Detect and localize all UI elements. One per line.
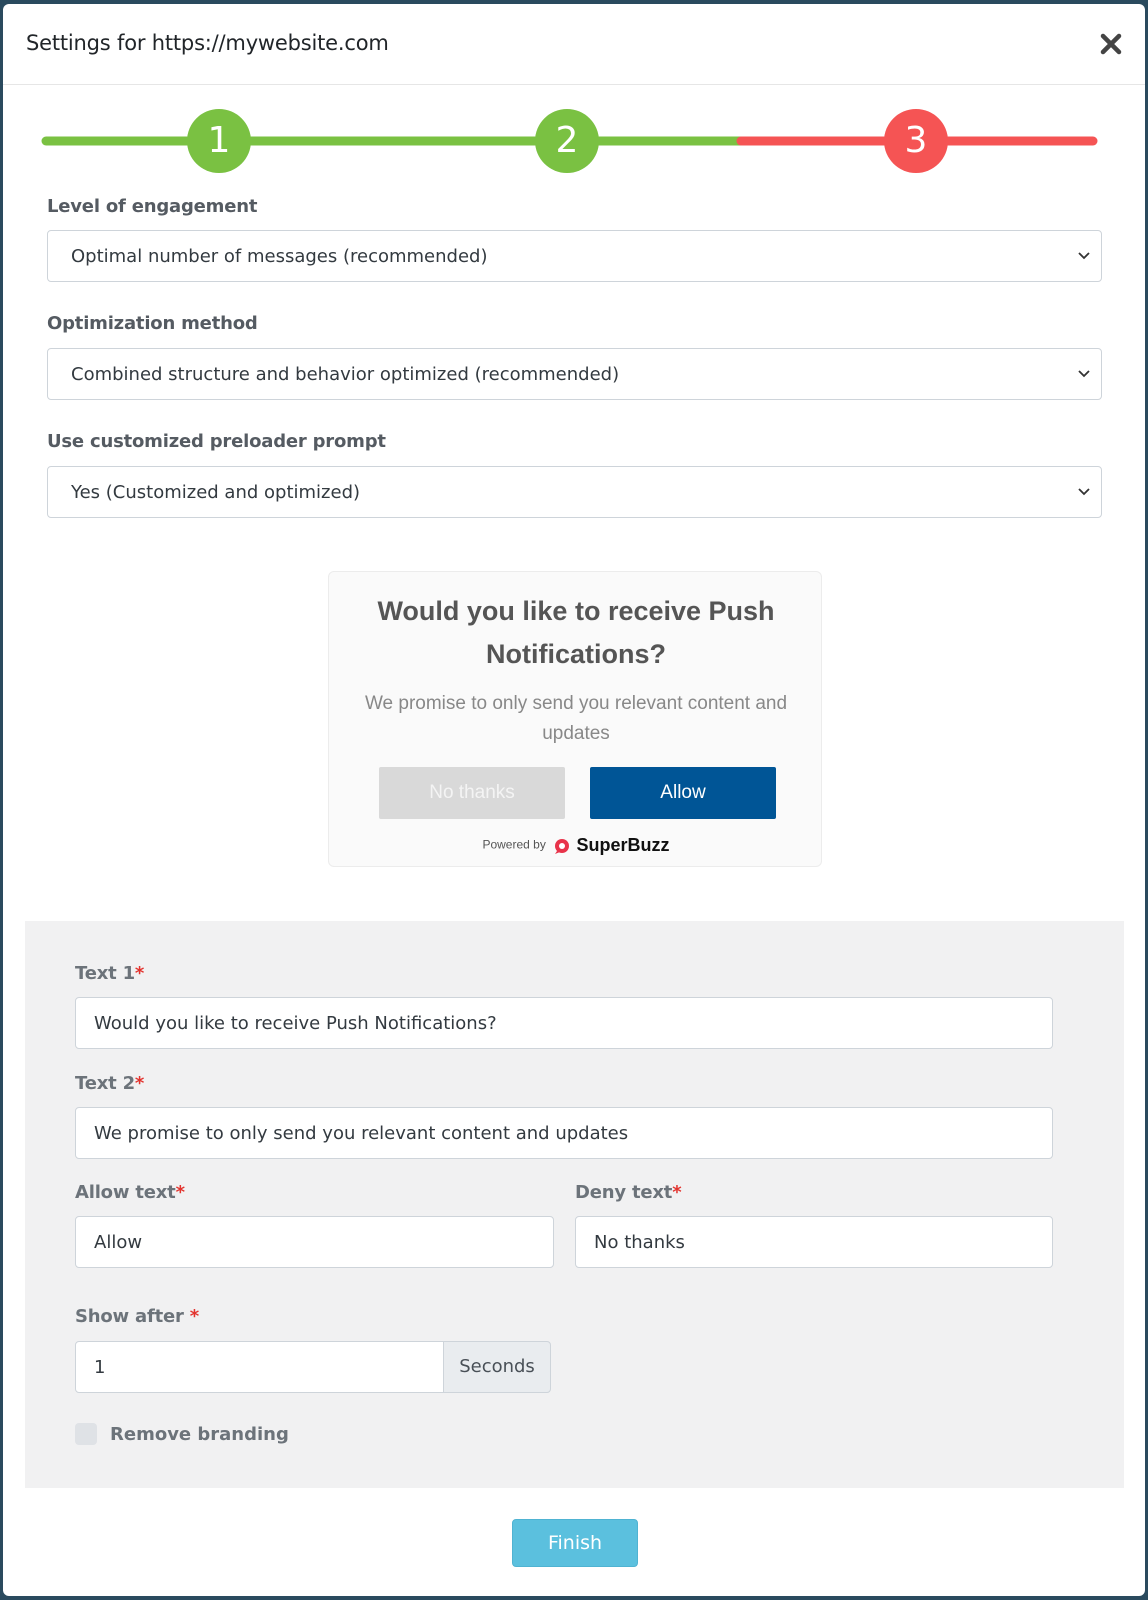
step-1-label[interactable]: 1 — [207, 120, 231, 161]
engagement-select[interactable] — [47, 230, 1102, 282]
step-3-label[interactable]: 3 — [904, 120, 928, 161]
customization-panel — [25, 921, 1124, 1488]
preloader-value: Yes (Customized and optimized) — [71, 482, 361, 503]
brand-name: SuperBuzz — [576, 835, 670, 855]
step-2-label[interactable]: 2 — [555, 120, 579, 161]
allow-text-input[interactable] — [75, 1216, 554, 1268]
powered-by-text: Powered by — [482, 837, 546, 852]
preloader-label: Use customized preloader prompt — [47, 431, 386, 452]
progress-stepper — [3, 109, 1145, 173]
seconds-addon: Seconds — [443, 1341, 551, 1393]
optimization-label: Optimization method — [47, 313, 258, 334]
superbuzz-logo-icon — [553, 837, 571, 855]
deny-text-input[interactable] — [575, 1216, 1053, 1268]
settings-dialog — [3, 4, 1145, 1596]
optimization-select[interactable] — [47, 348, 1102, 400]
preloader-select[interactable] — [47, 466, 1102, 518]
chevron-down-icon — [1077, 487, 1091, 497]
show-after-value: 1 — [94, 1357, 106, 1378]
show-after-input[interactable] — [75, 1341, 444, 1393]
dialog-header — [3, 4, 1145, 85]
preview-title: Would you like to receive Push Notifications? — [377, 596, 775, 669]
text1-input[interactable] — [75, 997, 1053, 1049]
remove-branding-label[interactable]: Remove branding — [110, 1424, 289, 1445]
engagement-label: Level of engagement — [47, 196, 258, 217]
close-icon[interactable] — [1099, 32, 1123, 56]
finish-button[interactable]: Finish — [512, 1519, 638, 1567]
preview-subtitle: We promise to only send you relevant content and updates — [364, 693, 788, 744]
show-after-label: Show after * — [75, 1306, 200, 1327]
chevron-down-icon — [1077, 251, 1091, 261]
allow-text-value: Allow — [94, 1232, 143, 1253]
dialog-title: Settings for https://mywebsite.com — [26, 31, 389, 55]
powered-by — [329, 835, 823, 856]
optimization-value: Combined structure and behavior optimized (recommended) — [71, 364, 620, 385]
show-after-group — [75, 1341, 554, 1393]
engagement-value: Optimal number of messages (recommended) — [71, 246, 488, 267]
deny-text-value: No thanks — [594, 1232, 685, 1253]
text1-label: Text 1* — [75, 963, 145, 984]
remove-branding-checkbox[interactable] — [75, 1423, 97, 1445]
preview-allow-button[interactable]: Allow — [590, 767, 776, 819]
text2-label: Text 2* — [75, 1073, 145, 1094]
text2-value: We promise to only send you relevant content and updates — [94, 1123, 629, 1144]
prompt-preview — [328, 571, 822, 867]
preview-deny-button[interactable]: No thanks — [379, 767, 565, 819]
deny-text-label: Deny text* — [575, 1182, 682, 1203]
text1-value: Would you like to receive Push Notifications? — [94, 1013, 497, 1034]
allow-text-label: Allow text* — [75, 1182, 185, 1203]
text2-input[interactable] — [75, 1107, 1053, 1159]
chevron-down-icon — [1077, 369, 1091, 379]
